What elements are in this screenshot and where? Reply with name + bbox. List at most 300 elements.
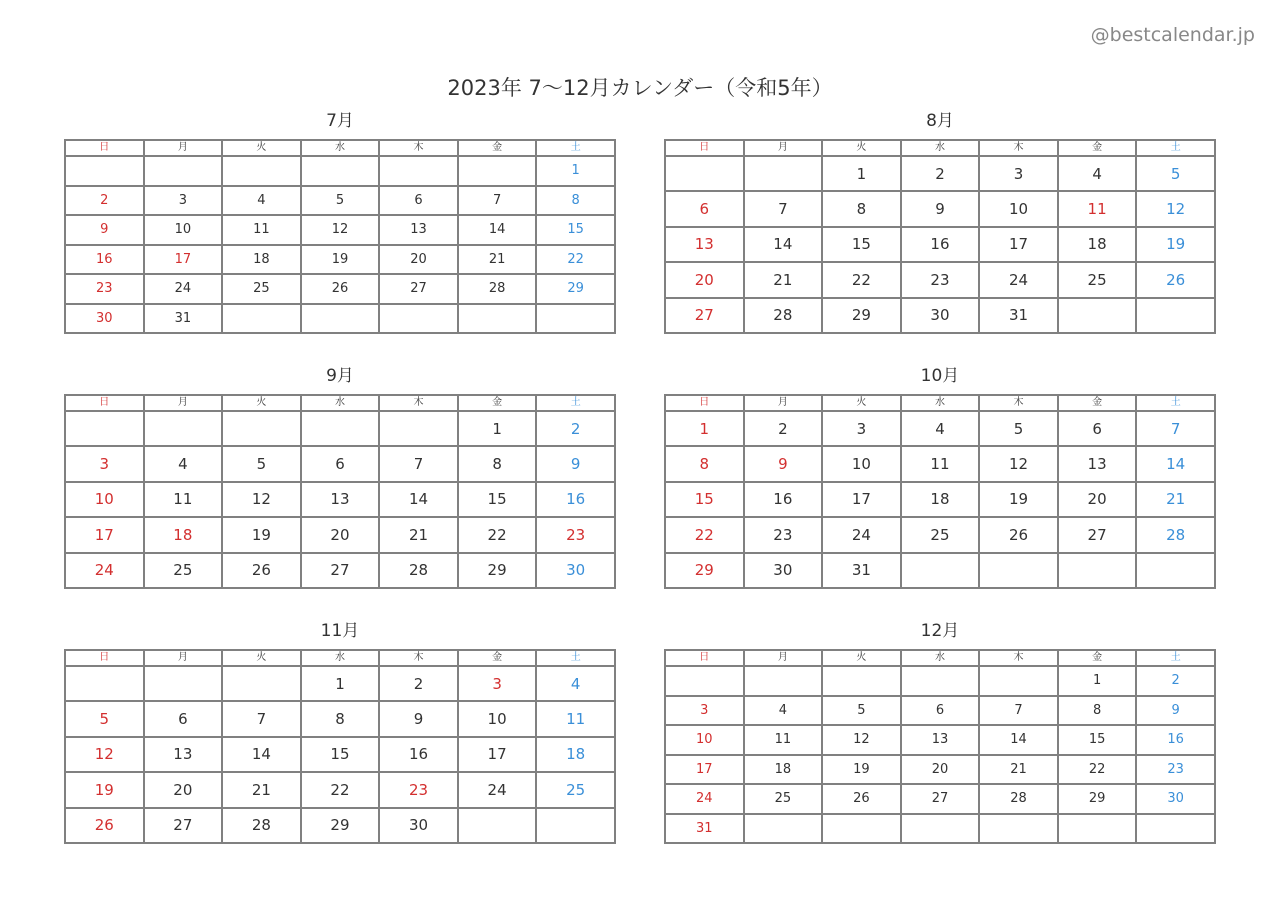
day-cell [65,156,144,186]
day-cell: 10 [822,446,901,481]
day-cell: 18 [901,482,980,517]
day-cell [379,156,458,186]
day-cell: 2 [1136,666,1215,696]
day-cell: 22 [536,245,615,275]
day-cell [222,304,301,334]
day-cell: 4 [901,411,980,446]
month-grid [664,649,1216,844]
day-cell: 23 [1136,755,1215,785]
day-cell: 24 [665,784,744,814]
day-cell [65,666,144,701]
weekday-header: 水 [301,650,380,666]
weekday-header: 金 [458,395,537,411]
day-cell: 7 [744,191,823,226]
day-cell: 20 [144,772,223,807]
week-row [665,725,1215,755]
site-credit: @bestcalendar.jp [1090,24,1255,46]
day-cell: 29 [536,274,615,304]
day-cell [1136,814,1215,844]
day-cell: 25 [222,274,301,304]
day-cell: 11 [222,215,301,245]
day-cell [744,814,823,844]
day-cell [979,553,1058,588]
day-cell: 13 [901,725,980,755]
day-cell: 24 [65,553,144,588]
day-cell [222,156,301,186]
day-cell: 31 [979,298,1058,333]
day-cell: 13 [301,482,380,517]
day-cell: 29 [1058,784,1137,814]
day-cell: 11 [744,725,823,755]
day-cell: 8 [1058,696,1137,726]
day-cell: 29 [301,808,380,843]
day-cell: 23 [901,262,980,297]
day-cell: 10 [458,701,537,736]
day-cell: 21 [379,517,458,552]
day-cell: 9 [1136,696,1215,726]
day-cell: 6 [1058,411,1137,446]
day-cell: 29 [665,553,744,588]
day-cell [665,666,744,696]
week-row [65,553,615,588]
day-cell: 7 [379,446,458,481]
day-cell: 15 [822,227,901,262]
day-cell: 21 [222,772,301,807]
day-cell: 13 [379,215,458,245]
day-cell: 15 [536,215,615,245]
day-cell [144,156,223,186]
day-cell: 4 [536,666,615,701]
day-cell: 21 [1136,482,1215,517]
day-cell: 11 [901,446,980,481]
day-cell: 31 [144,304,223,334]
day-cell [665,156,744,191]
weekday-header: 月 [744,395,823,411]
weekday-header: 木 [979,650,1058,666]
weekday-header: 水 [301,395,380,411]
month-title: 10月 [920,366,960,386]
weekday-header: 水 [901,650,980,666]
day-cell: 3 [822,411,901,446]
day-cell: 6 [301,446,380,481]
weekday-header: 月 [144,650,223,666]
day-cell: 25 [744,784,823,814]
weekday-header: 日 [65,650,144,666]
day-cell: 30 [744,553,823,588]
weekday-header: 日 [665,650,744,666]
week-row [665,411,1215,446]
day-cell: 10 [65,482,144,517]
day-cell: 11 [1058,191,1137,226]
day-cell: 20 [1058,482,1137,517]
day-cell: 22 [1058,755,1137,785]
day-cell: 26 [1136,262,1215,297]
week-row [65,701,615,736]
day-cell: 27 [665,298,744,333]
day-cell: 7 [979,696,1058,726]
day-cell: 15 [1058,725,1137,755]
weekday-header: 土 [1136,140,1215,156]
day-cell: 16 [1136,725,1215,755]
month-grid [64,649,616,844]
day-cell: 21 [458,245,537,275]
weekday-header: 火 [222,650,301,666]
week-row [65,446,615,481]
day-cell: 26 [301,274,380,304]
day-cell: 14 [1136,446,1215,481]
day-cell: 12 [822,725,901,755]
week-row [665,517,1215,552]
day-cell: 7 [458,186,537,216]
day-cell: 18 [536,737,615,772]
day-cell: 27 [301,553,380,588]
day-cell: 26 [822,784,901,814]
month-title: 7月 [326,111,354,131]
day-cell [1058,553,1137,588]
month-grid [664,139,1216,334]
day-cell: 1 [536,156,615,186]
day-cell: 28 [979,784,1058,814]
day-cell: 15 [665,482,744,517]
day-cell [901,553,980,588]
day-cell [65,411,144,446]
day-cell: 9 [744,446,823,481]
day-cell: 19 [222,517,301,552]
day-cell: 21 [979,755,1058,785]
day-cell: 14 [744,227,823,262]
day-cell [1136,553,1215,588]
day-cell [301,304,380,334]
day-cell: 8 [665,446,744,481]
day-cell: 6 [901,696,980,726]
day-cell: 5 [1136,156,1215,191]
weekday-header: 火 [822,395,901,411]
day-cell: 1 [665,411,744,446]
month-grid [64,394,616,589]
day-cell: 1 [1058,666,1137,696]
day-cell: 25 [1058,262,1137,297]
day-cell: 30 [901,298,980,333]
day-cell: 4 [222,186,301,216]
day-cell: 9 [536,446,615,481]
day-cell [901,666,980,696]
day-cell: 19 [65,772,144,807]
day-cell: 19 [301,245,380,275]
weekday-header: 日 [65,395,144,411]
day-cell: 15 [301,737,380,772]
day-cell: 14 [458,215,537,245]
day-cell: 28 [744,298,823,333]
weekday-header: 火 [222,140,301,156]
day-cell: 30 [65,304,144,334]
weekday-header: 火 [822,140,901,156]
week-row [65,772,615,807]
weekday-header: 木 [379,650,458,666]
day-cell: 2 [744,411,823,446]
day-cell [222,411,301,446]
day-cell: 6 [379,186,458,216]
day-cell [301,156,380,186]
day-cell [458,156,537,186]
weekday-header: 土 [1136,395,1215,411]
day-cell: 17 [458,737,537,772]
week-row [65,274,615,304]
day-cell [458,304,537,334]
day-cell: 28 [1136,517,1215,552]
weekday-header: 木 [379,395,458,411]
day-cell: 13 [1058,446,1137,481]
weekday-header: 土 [536,650,615,666]
day-cell: 20 [301,517,380,552]
day-cell: 25 [144,553,223,588]
month-calendar [64,365,616,589]
day-cell: 3 [458,666,537,701]
day-cell: 12 [222,482,301,517]
weekday-header: 金 [1058,395,1137,411]
day-cell: 23 [536,517,615,552]
day-cell: 22 [458,517,537,552]
day-cell: 8 [301,701,380,736]
day-cell: 16 [901,227,980,262]
day-cell: 9 [379,701,458,736]
day-cell: 24 [979,262,1058,297]
day-cell: 29 [822,298,901,333]
weekday-header: 金 [458,140,537,156]
day-cell: 1 [822,156,901,191]
day-cell [822,814,901,844]
day-cell: 5 [222,446,301,481]
day-cell: 18 [144,517,223,552]
week-row [665,696,1215,726]
day-cell: 2 [65,186,144,216]
day-cell: 26 [979,517,1058,552]
day-cell: 4 [1058,156,1137,191]
week-row [665,446,1215,481]
weekday-header: 金 [458,650,537,666]
day-cell: 18 [744,755,823,785]
day-cell: 31 [822,553,901,588]
day-cell [744,666,823,696]
weekday-header: 木 [379,140,458,156]
day-cell: 26 [222,553,301,588]
week-row [665,784,1215,814]
day-cell: 12 [301,215,380,245]
month-title: 9月 [326,366,354,386]
week-row [65,482,615,517]
weekday-header: 火 [222,395,301,411]
weekday-header: 土 [536,395,615,411]
weekday-header: 月 [744,650,823,666]
day-cell: 18 [1058,227,1137,262]
weekday-header: 水 [901,395,980,411]
day-cell: 2 [901,156,980,191]
week-row [665,262,1215,297]
day-cell: 7 [222,701,301,736]
day-cell: 15 [458,482,537,517]
day-cell: 22 [665,517,744,552]
weekday-header: 月 [144,395,223,411]
day-cell [379,411,458,446]
day-cell: 3 [665,696,744,726]
day-cell [979,814,1058,844]
weekday-header: 木 [979,395,1058,411]
day-cell: 6 [665,191,744,226]
weekday-header: 日 [665,140,744,156]
day-cell: 27 [144,808,223,843]
day-cell [458,808,537,843]
day-cell: 16 [744,482,823,517]
day-cell [1058,298,1137,333]
day-cell [822,666,901,696]
day-cell: 4 [144,446,223,481]
day-cell: 24 [144,274,223,304]
day-cell: 3 [979,156,1058,191]
weekday-header: 水 [301,140,380,156]
day-cell [536,808,615,843]
day-cell: 17 [144,245,223,275]
weekday-header: 木 [979,140,1058,156]
day-cell: 8 [458,446,537,481]
day-cell: 2 [536,411,615,446]
day-cell: 23 [744,517,823,552]
month-title: 8月 [926,111,954,131]
day-cell [144,666,223,701]
day-cell [744,156,823,191]
day-cell: 24 [458,772,537,807]
day-cell: 27 [379,274,458,304]
day-cell: 20 [901,755,980,785]
day-cell [1136,298,1215,333]
day-cell: 3 [65,446,144,481]
month-calendar [64,620,616,844]
month-calendar [664,620,1216,844]
day-cell: 22 [301,772,380,807]
day-cell: 25 [901,517,980,552]
month-title: 11月 [320,621,360,641]
day-cell [222,666,301,701]
day-cell: 5 [65,701,144,736]
day-cell: 9 [65,215,144,245]
day-cell: 3 [144,186,223,216]
weekday-header: 土 [1136,650,1215,666]
month-grid [64,139,616,334]
day-cell: 4 [744,696,823,726]
day-cell: 9 [901,191,980,226]
day-cell: 17 [979,227,1058,262]
week-row [65,215,615,245]
week-row [665,298,1215,333]
day-cell [536,304,615,334]
week-row [65,517,615,552]
day-cell: 10 [144,215,223,245]
day-cell: 21 [744,262,823,297]
day-cell: 22 [822,262,901,297]
week-row [65,245,615,275]
weekday-header: 日 [65,140,144,156]
day-cell: 1 [458,411,537,446]
day-cell: 12 [979,446,1058,481]
day-cell: 28 [458,274,537,304]
day-cell: 11 [536,701,615,736]
day-cell: 16 [536,482,615,517]
day-cell: 12 [1136,191,1215,226]
day-cell: 5 [979,411,1058,446]
day-cell: 6 [144,701,223,736]
weekday-header: 月 [144,140,223,156]
day-cell: 17 [665,755,744,785]
week-row [665,227,1215,262]
day-cell [901,814,980,844]
day-cell: 20 [379,245,458,275]
day-cell: 29 [458,553,537,588]
day-cell: 11 [144,482,223,517]
weekday-header: 火 [822,650,901,666]
day-cell: 25 [536,772,615,807]
day-cell [379,304,458,334]
day-cell: 8 [536,186,615,216]
day-cell: 30 [536,553,615,588]
day-cell: 8 [822,191,901,226]
weekday-header: 水 [901,140,980,156]
day-cell: 19 [1136,227,1215,262]
day-cell: 30 [379,808,458,843]
day-cell: 14 [222,737,301,772]
week-row [665,482,1215,517]
day-cell: 5 [822,696,901,726]
day-cell [301,411,380,446]
week-row [665,553,1215,588]
week-row [665,814,1215,844]
month-calendar [664,110,1216,334]
page-title: 2023年 7〜12月カレンダー（令和5年） [447,76,833,100]
day-cell: 30 [1136,784,1215,814]
weekday-header: 金 [1058,140,1137,156]
week-row [665,755,1215,785]
week-row [65,304,615,334]
day-cell: 7 [1136,411,1215,446]
week-row [65,156,615,186]
week-row [665,156,1215,191]
day-cell: 16 [65,245,144,275]
day-cell: 12 [65,737,144,772]
day-cell: 14 [979,725,1058,755]
week-row [65,808,615,843]
day-cell [979,666,1058,696]
day-cell: 31 [665,814,744,844]
day-cell: 16 [379,737,458,772]
month-grid [664,394,1216,589]
week-row [65,411,615,446]
day-cell: 2 [379,666,458,701]
day-cell: 14 [379,482,458,517]
week-row [65,666,615,701]
day-cell: 27 [1058,517,1137,552]
day-cell: 17 [65,517,144,552]
weekday-header: 土 [536,140,615,156]
weekday-header: 月 [744,140,823,156]
weekday-header: 日 [665,395,744,411]
month-calendar [664,365,1216,589]
day-cell: 23 [65,274,144,304]
day-cell: 28 [379,553,458,588]
day-cell: 26 [65,808,144,843]
week-row [665,666,1215,696]
week-row [65,186,615,216]
day-cell: 19 [979,482,1058,517]
month-title: 12月 [920,621,960,641]
month-calendar [64,110,616,334]
weekday-header: 金 [1058,650,1137,666]
